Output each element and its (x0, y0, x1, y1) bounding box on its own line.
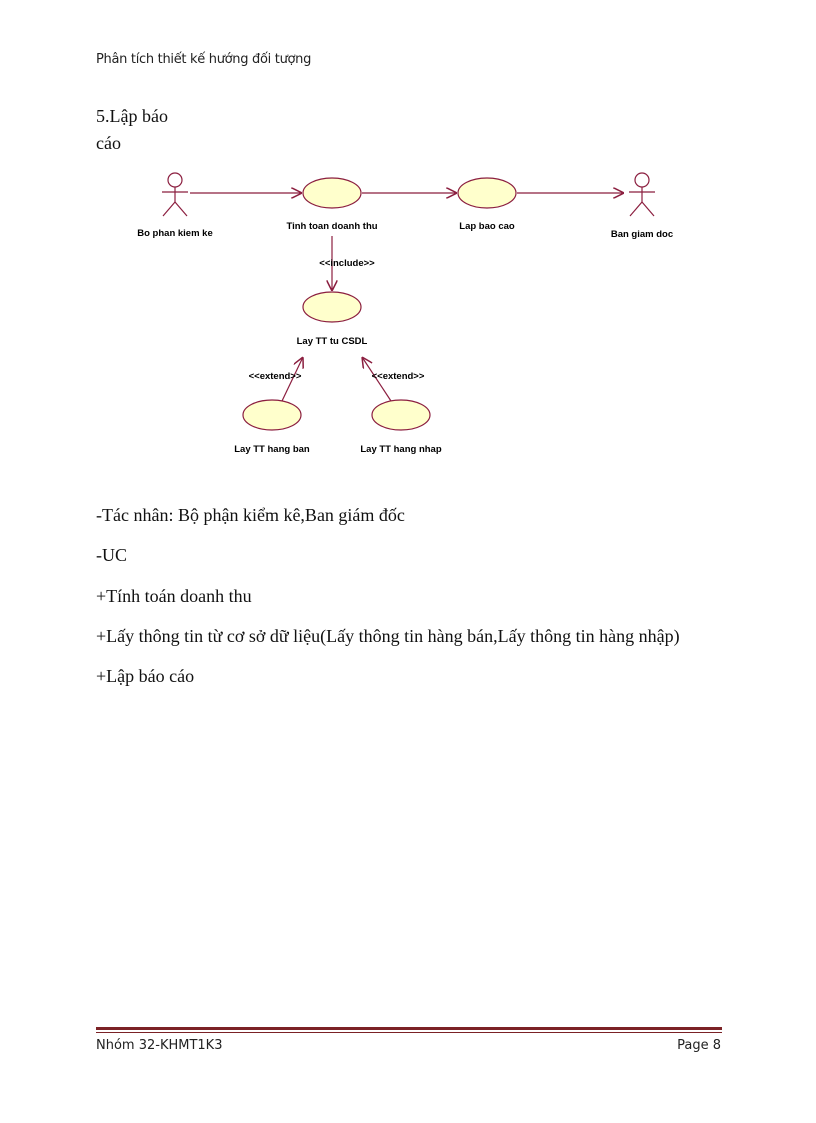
actor-left-figure (162, 173, 188, 216)
footer-rule-thin (96, 1032, 722, 1033)
use-case-diagram (0, 0, 816, 500)
page-header: Phân tích thiết kế hướng đối tượng (96, 52, 312, 67)
usecase-hang-nhap-label: Lay TT hang nhap (360, 444, 442, 455)
actors-line: -Tác nhân: Bộ phận kiểm kê,Ban giám đốc (96, 505, 405, 525)
usecase-hang-ban (243, 400, 301, 430)
include-stereotype: <<include>> (319, 258, 375, 269)
actor-right-figure (629, 173, 655, 216)
usecase-lap-bao-cao-label: Lap bao cao (459, 221, 515, 232)
extend-right-stereotype: <<extend>> (371, 371, 425, 382)
usecase-hang-nhap (372, 400, 430, 430)
usecase-lay-tt-csdl-label: Lay TT tu CSDL (296, 336, 368, 347)
usecase-lap-bao-cao (458, 178, 516, 208)
page-number: Page 8 (677, 1038, 721, 1053)
extend-left-stereotype: <<extend>> (248, 371, 302, 382)
actor-right-label: Ban giam doc (610, 229, 674, 240)
uc-item-tinh-toan: +Tính toán doanh thu (96, 586, 252, 606)
section-title: 5.Lập báo cáo (96, 106, 168, 153)
uc-heading: -UC (96, 545, 127, 565)
uc-item-lap-bao-cao: +Lập báo cáo (96, 666, 195, 686)
usecase-tinh-toan (303, 178, 361, 208)
uc-item-lay-thong-tin: +Lấy thông tin từ cơ sở dữ liệu(Lấy thông tin hàng bán,Lấy thông tin hàng nhập) (96, 626, 680, 646)
footer-group: Nhóm 32-KHMT1K3 (96, 1038, 223, 1053)
footer-rule-thick (96, 1027, 722, 1030)
usecase-hang-ban-label: Lay TT hang ban (234, 444, 310, 455)
usecase-lay-tt-csdl (303, 292, 361, 322)
usecase-tinh-toan-label: Tinh toan doanh thu (286, 221, 378, 232)
actor-left-label: Bo phan kiem ke (137, 228, 213, 239)
